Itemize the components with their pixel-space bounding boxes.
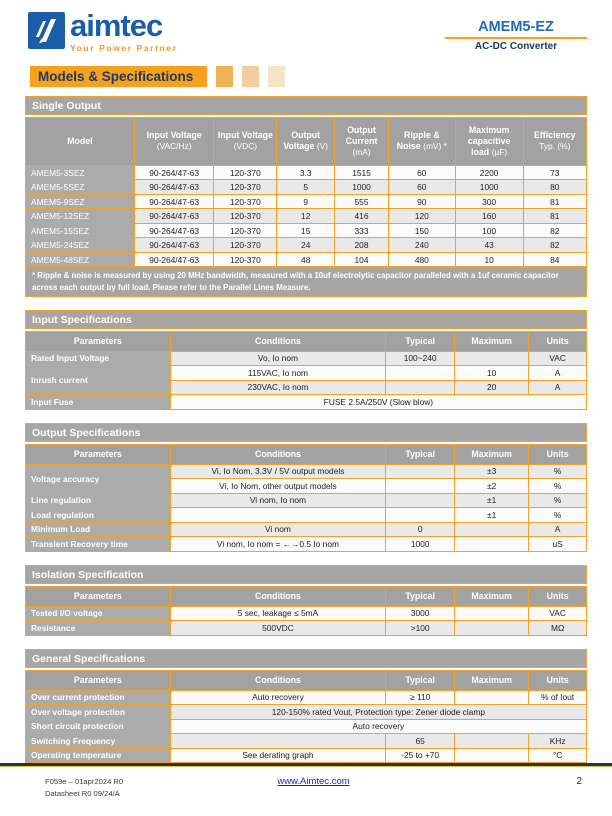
value-cell: 100 xyxy=(455,223,523,238)
value-cell: 90-264/47-63 xyxy=(134,209,214,224)
value-cell: 1515 xyxy=(335,165,389,180)
logo-tagline: Your Power Partner xyxy=(70,43,178,53)
value-cell: 90-264/47-63 xyxy=(134,223,214,238)
single-output-section xyxy=(25,96,587,297)
banner-decoration-square-2 xyxy=(242,66,259,87)
aimtec-logo xyxy=(28,8,178,53)
value-cell xyxy=(386,464,455,479)
value-cell: 0 xyxy=(386,522,455,537)
footer-website xyxy=(224,776,403,787)
ripple-noise-footnote: * Ripple & noise is measured by using 20 MHz bandwidth, measured with a 10uf electrolytic capacitor paralleled with a 1uf ceramic capacitor across each output by full load. Please refer to the Parallel Lines Measure. xyxy=(25,267,587,296)
table-row xyxy=(26,223,587,238)
column-header: Typical xyxy=(386,670,455,690)
section-banner: Models & Specifications xyxy=(30,66,207,87)
table-row xyxy=(26,351,587,366)
value-cell: 60 xyxy=(388,180,455,195)
isolation-specification-table xyxy=(25,586,587,636)
banner-decoration-square-3 xyxy=(268,66,285,87)
value-cell: 73 xyxy=(523,165,586,180)
param-cell: AMEM5-15SEZ xyxy=(26,223,135,238)
value-cell: 9 xyxy=(277,194,335,209)
value-cell: uS xyxy=(529,537,587,552)
header-row xyxy=(26,586,587,606)
footer-doc-info xyxy=(45,776,224,800)
column-header: Output Current (mA) xyxy=(335,118,389,166)
table-row xyxy=(26,252,587,267)
column-header: Conditions xyxy=(170,444,385,464)
column-header: Maximum xyxy=(455,586,529,606)
value-cell: % xyxy=(529,508,587,523)
value-cell: °C xyxy=(529,748,587,763)
input-specifications-table xyxy=(25,331,587,410)
footer-revision: Datasheet R0 09/24/A xyxy=(45,788,120,798)
value-cell: ≥ 110 xyxy=(386,690,455,705)
table-row xyxy=(26,734,587,749)
table-row xyxy=(26,522,587,537)
banner-decoration-square-1 xyxy=(216,66,233,87)
value-cell: 15 xyxy=(277,223,335,238)
column-header: Parameters xyxy=(26,444,171,464)
value-cell: Vi, Io Nom, 3.3V / 5V output models xyxy=(170,464,385,479)
column-header: Maximum xyxy=(455,444,529,464)
value-cell: 2200 xyxy=(455,165,523,180)
value-cell: 1000 xyxy=(455,180,523,195)
value-cell: KHz xyxy=(529,734,587,749)
column-header: Conditions xyxy=(170,586,385,606)
value-cell: 5 sec, leakage ≤ 5mA xyxy=(170,606,385,621)
column-header: Output Voltage (V) xyxy=(277,118,335,166)
section-title-general-specifications: General Specifications xyxy=(25,649,587,668)
value-cell: 81 xyxy=(523,194,586,209)
value-cell xyxy=(455,734,529,749)
table-row xyxy=(26,464,587,479)
value-cell: 1000 xyxy=(335,180,389,195)
column-header: Parameters xyxy=(26,331,171,351)
param-cell: AMEM5-24SEZ xyxy=(26,238,135,253)
column-header: Model xyxy=(26,118,135,166)
header-row xyxy=(26,331,587,351)
table-row xyxy=(26,621,587,636)
value-cell xyxy=(386,366,455,381)
value-cell: Vi nom, Io nom = ←→0.5 Io nom xyxy=(170,537,385,552)
value-cell: 90-264/47-63 xyxy=(134,238,214,253)
value-cell: >100 xyxy=(386,621,455,636)
value-cell: 48 xyxy=(277,252,335,267)
value-cell xyxy=(386,380,455,395)
value-cell: 84 xyxy=(523,252,586,267)
value-cell: % xyxy=(529,493,587,508)
value-cell: Vi, Io Nom, other output models xyxy=(170,479,385,494)
footer-doc-code: F059e – 01apr2024 R0 xyxy=(45,776,124,786)
table-row xyxy=(26,748,587,763)
value-cell xyxy=(455,621,529,636)
column-header: Units xyxy=(529,331,587,351)
value-cell: 230VAC, Io nom xyxy=(170,380,385,395)
value-cell: 120-370 xyxy=(214,165,277,180)
param-cell: Load regulation xyxy=(26,508,171,523)
param-cell: Input Fuse xyxy=(26,395,171,410)
value-cell xyxy=(455,606,529,621)
value-cell: 90-264/47-63 xyxy=(134,165,214,180)
param-cell: Inrush current xyxy=(26,366,171,395)
single-output-table xyxy=(25,117,587,267)
column-header: Units xyxy=(529,670,587,690)
general-specifications-section xyxy=(25,649,587,763)
column-header: Input Voltage (VDC) xyxy=(214,118,277,166)
value-cell: 333 xyxy=(335,223,389,238)
general-specifications-table xyxy=(25,670,587,763)
value-cell: Vi nom, Io nom xyxy=(170,493,385,508)
logo-text-block xyxy=(70,8,178,53)
value-cell: 80 xyxy=(523,180,586,195)
value-cell: 120-150% rated Vout, Protection type: Zener diode clamp xyxy=(170,705,586,720)
param-cell: Voltage accuracy xyxy=(26,464,171,493)
product-title-divider xyxy=(445,37,587,39)
param-cell: Short circuit protection xyxy=(26,719,171,734)
value-cell: VAC xyxy=(529,606,587,621)
value-cell: 120-370 xyxy=(214,180,277,195)
aimtec-website-link[interactable]: www.Aimtec.com xyxy=(277,775,350,787)
column-header: Maximum capacitive load (μF) xyxy=(455,118,523,166)
value-cell: ±3 xyxy=(455,464,529,479)
value-cell: 81 xyxy=(523,209,586,224)
page-footer xyxy=(0,763,612,816)
value-cell: 90-264/47-63 xyxy=(134,252,214,267)
param-cell: Rated Input Voltage xyxy=(26,351,171,366)
column-header: Maximum xyxy=(455,331,529,351)
table-row xyxy=(26,238,587,253)
value-cell: 555 xyxy=(335,194,389,209)
value-cell: 120-370 xyxy=(214,209,277,224)
value-cell: 3000 xyxy=(386,606,455,621)
table-row xyxy=(26,690,587,705)
section-banner-row xyxy=(30,66,587,87)
value-cell: See derating graph xyxy=(170,748,385,763)
param-cell: Switching Frequency xyxy=(26,734,171,749)
table-row xyxy=(26,606,587,621)
value-cell xyxy=(170,734,385,749)
value-cell: -25 to +70 xyxy=(386,748,455,763)
value-cell xyxy=(386,493,455,508)
table-row xyxy=(26,395,587,410)
value-cell: 82 xyxy=(523,238,586,253)
value-cell: 120 xyxy=(388,209,455,224)
value-cell: 65 xyxy=(386,734,455,749)
column-header: Typical xyxy=(386,331,455,351)
column-header: Units xyxy=(529,444,587,464)
value-cell: ±2 xyxy=(455,479,529,494)
table-row xyxy=(26,719,587,734)
value-cell: 240 xyxy=(388,238,455,253)
param-cell: Tested I/O voltage xyxy=(26,606,171,621)
value-cell: 150 xyxy=(388,223,455,238)
logo-wordmark: aimtec xyxy=(70,8,163,43)
value-cell: FUSE 2.5A/250V (Slow blow) xyxy=(170,395,586,410)
section-title-isolation-specification: Isolation Specification xyxy=(25,565,587,584)
isolation-specification-section xyxy=(25,565,587,636)
value-cell: 100~240 xyxy=(386,351,455,366)
value-cell xyxy=(386,479,455,494)
input-specifications-section xyxy=(25,310,587,410)
param-cell: Transient Recovery time xyxy=(26,537,171,552)
value-cell: % xyxy=(529,479,587,494)
value-cell: 115VAC, Io nom xyxy=(170,366,385,381)
value-cell xyxy=(386,508,455,523)
value-cell: 120-370 xyxy=(214,252,277,267)
value-cell: 104 xyxy=(335,252,389,267)
header-row xyxy=(26,670,587,690)
column-header: Input Voltage (VAC/Hz) xyxy=(134,118,214,166)
param-cell: AMEM5-12SEZ xyxy=(26,209,135,224)
value-cell: 160 xyxy=(455,209,523,224)
param-cell: AMEM5-5SEZ xyxy=(26,180,135,195)
value-cell: 120-370 xyxy=(214,223,277,238)
param-cell: Resistance xyxy=(26,621,171,636)
value-cell: 10 xyxy=(455,252,523,267)
value-cell: MΩ xyxy=(529,621,587,636)
value-cell: 82 xyxy=(523,223,586,238)
output-specifications-table xyxy=(25,444,587,552)
param-cell: AMEM5-3SEZ xyxy=(26,165,135,180)
value-cell xyxy=(170,508,385,523)
column-header: Maximum xyxy=(455,670,529,690)
value-cell: Vi nom xyxy=(170,522,385,537)
value-cell: 120-370 xyxy=(214,194,277,209)
param-cell: Line regulation xyxy=(26,493,171,508)
output-specifications-section xyxy=(25,423,587,552)
page-header xyxy=(0,0,612,58)
value-cell: VAC xyxy=(529,351,587,366)
value-cell: 500VDC xyxy=(170,621,385,636)
header-row xyxy=(26,444,587,464)
value-cell: 208 xyxy=(335,238,389,253)
value-cell: Auto recovery xyxy=(170,690,385,705)
value-cell: A xyxy=(529,522,587,537)
value-cell xyxy=(455,351,529,366)
value-cell: 24 xyxy=(277,238,335,253)
value-cell: 120-370 xyxy=(214,238,277,253)
value-cell: ±1 xyxy=(455,493,529,508)
section-title-output-specifications: Output Specifications xyxy=(25,423,587,442)
value-cell: Auto recovery xyxy=(170,719,586,734)
value-cell: A xyxy=(529,380,587,395)
value-cell xyxy=(455,690,529,705)
product-subtitle: AC-DC Converter xyxy=(474,40,558,52)
content xyxy=(25,87,587,763)
param-cell: Minimum Load xyxy=(26,522,171,537)
value-cell: 43 xyxy=(455,238,523,253)
value-cell: 5 xyxy=(277,180,335,195)
table-row xyxy=(26,493,587,508)
column-header: Parameters xyxy=(26,670,171,690)
value-cell: 12 xyxy=(277,209,335,224)
column-header: Parameters xyxy=(26,586,171,606)
table-row xyxy=(26,537,587,552)
value-cell: 1000 xyxy=(386,537,455,552)
value-cell xyxy=(455,537,529,552)
param-cell: AMEM5-9SEZ xyxy=(26,194,135,209)
section-title-input-specifications: Input Specifications xyxy=(25,310,587,329)
value-cell: 3.3 xyxy=(277,165,335,180)
column-header: Efficiency Typ. (%) xyxy=(523,118,586,166)
value-cell: 10 xyxy=(455,366,529,381)
page-number: 2 xyxy=(576,775,582,787)
param-cell: Over current protection xyxy=(26,690,171,705)
column-header: Ripple & Noise (mV) * xyxy=(388,118,455,166)
value-cell: A xyxy=(529,366,587,381)
table-row xyxy=(26,209,587,224)
param-cell: AMEM5-48SEZ xyxy=(26,252,135,267)
value-cell: 90-264/47-63 xyxy=(134,194,214,209)
column-header: Conditions xyxy=(170,670,385,690)
table-row xyxy=(26,508,587,523)
param-cell: Operating temperature xyxy=(26,748,171,763)
section-title-single-output: Single Output xyxy=(25,96,587,115)
product-name: AMEM5-EZ xyxy=(478,19,554,35)
value-cell: 90-264/47-63 xyxy=(134,180,214,195)
footer-row xyxy=(0,767,612,800)
table-row xyxy=(26,165,587,180)
table-row xyxy=(26,366,587,381)
value-cell: % xyxy=(529,464,587,479)
param-cell: Over voltage protection xyxy=(26,705,171,720)
column-header: Units xyxy=(529,586,587,606)
product-title-block xyxy=(445,19,587,52)
header-row xyxy=(26,118,587,166)
value-cell: 90 xyxy=(388,194,455,209)
value-cell: Vo, Io nom xyxy=(170,351,385,366)
value-cell: % of Iout xyxy=(529,690,587,705)
value-cell xyxy=(455,748,529,763)
column-header: Conditions xyxy=(170,331,385,351)
column-header: Typical xyxy=(386,586,455,606)
table-row xyxy=(26,180,587,195)
value-cell: ±1 xyxy=(455,508,529,523)
value-cell: 20 xyxy=(455,380,529,395)
table-row xyxy=(26,705,587,720)
value-cell: 416 xyxy=(335,209,389,224)
column-header: Typical xyxy=(386,444,455,464)
table-row xyxy=(26,194,587,209)
value-cell: 300 xyxy=(455,194,523,209)
aimtec-logo-icon xyxy=(28,11,66,51)
value-cell: 60 xyxy=(388,165,455,180)
value-cell: 480 xyxy=(388,252,455,267)
value-cell xyxy=(455,522,529,537)
